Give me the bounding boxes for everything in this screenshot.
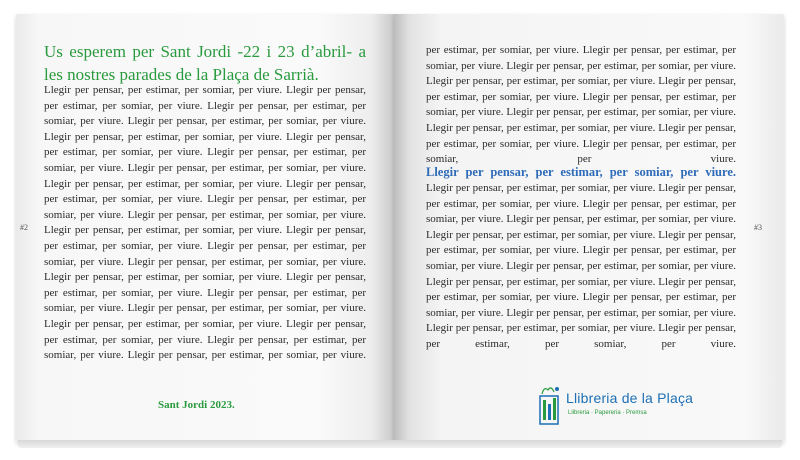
page-number-right: #3 bbox=[754, 223, 762, 232]
body-text-right-bottom: Llegir per pensar, per estimar, per somiar, per viure. Llegir per pensar, per estimar, per somiar, per viure. Llegir per pensar, per estimar, per somiar, per viure. Llegir per pensar, per estimar, per somiar, per viure. Llegir per pensar, per estimar, per somiar, per viure. Llegir per pensar, per estimar, per somiar, per viure. Llegir per pensar, per estimar, per somiar, per viure. Llegir per pensar, per estimar, per somiar, per viure. Llegir per pensar, per estimar, per somiar, per viure. Llegir per pensar, per estimar, per somiar, per viure. Llegir per pensar, per estimar, per somiar, per viure. Llegir per pensar, per estimar, per somiar, per viure. Llegir per pensar, per estimar, per somiar, per viure. Llegir per pensar, per estimar, per somiar, per viure. bbox=[426, 182, 736, 350]
bookstore-tagline: Llibreria · Papereria · Premsa bbox=[568, 410, 647, 416]
body-text-right-top: per estimar, per somiar, per viure. Llegir per pensar, per estimar, per somiar, per viure. Llegir per pensar, per estimar, per somiar, per viure. Llegir per pensar, per estimar, per somiar, per viure. Llegir per pensar, per estimar, per somiar, per viure. Llegir per pensar, per estimar, per somiar, per viure. Llegir per pensar, per estimar, per somiar, per viure. Llegir per pensar, per estimar, per somiar, per viure. Llegir per pensar, per estimar, per somiar, per viure. Llegir per pensar, per estimar, per somiar, per viure. bbox=[426, 44, 736, 166]
page-number-left: #2 bbox=[20, 223, 28, 232]
bookstore-logo bbox=[538, 384, 694, 428]
signoff: Sant Jordi 2023. bbox=[158, 399, 235, 411]
headline: Us esperem per Sant Jordi -22 i 23 d’abril- a les nostres parades de la Plaça de Sarrià. bbox=[44, 42, 366, 84]
page-stack-edge bbox=[18, 440, 782, 448]
bookstore-name: Llibreria de la Plaça bbox=[566, 390, 694, 406]
body-text-left: Llegir per pensar, per estimar, per somiar, per viure. Llegir per pensar, per estimar, per somiar, per viure. Llegir per pensar, per estimar, per somiar, per viure. Llegir per pensar, per estimar, per somiar, per viure. Llegir per pensar, per estimar, per somiar, per viure. Llegir per pensar, per estimar, per somiar, per viure. Llegir per pensar, per estimar, per somiar, per viure. Llegir per pensar, per estimar, per somiar, per viure. Llegir per pensar, per estimar, per somiar, per viure. Llegir per pensar, per estimar, per somiar, per viure. Llegir per pensar, per estimar, per somiar, per viure. Llegir per pensar, per estimar, per somiar, per viure. Llegir per pensar, per estimar, per somiar, per viure. Llegir per pensar, per estimar, per somiar, per viure. Llegir per pensar, per estimar, per somiar, per viure. Llegir per pensar, per estimar, per somiar, per viure. Llegir per pensar, per estimar, per somiar, per viure. Llegir per pensar, per estimar, per somiar, per viure. Llegir per pensar, per estimar, per somiar, per viure. Llegir per pensar, per estimar, per somiar, per viure. Llegir per pensar, per estimar, per somiar, per viure. Llegir per pensar, per estimar, per somiar, per viure. Llegir per pensar, per estimar, per somiar, per viure. Llegir per pensar, per estimar, per somiar, per viure. bbox=[44, 84, 366, 362]
highlight-line: Llegir per pensar, per estimar, per somiar, per viure. bbox=[426, 165, 736, 179]
bookstore-logo-icon bbox=[538, 384, 562, 426]
